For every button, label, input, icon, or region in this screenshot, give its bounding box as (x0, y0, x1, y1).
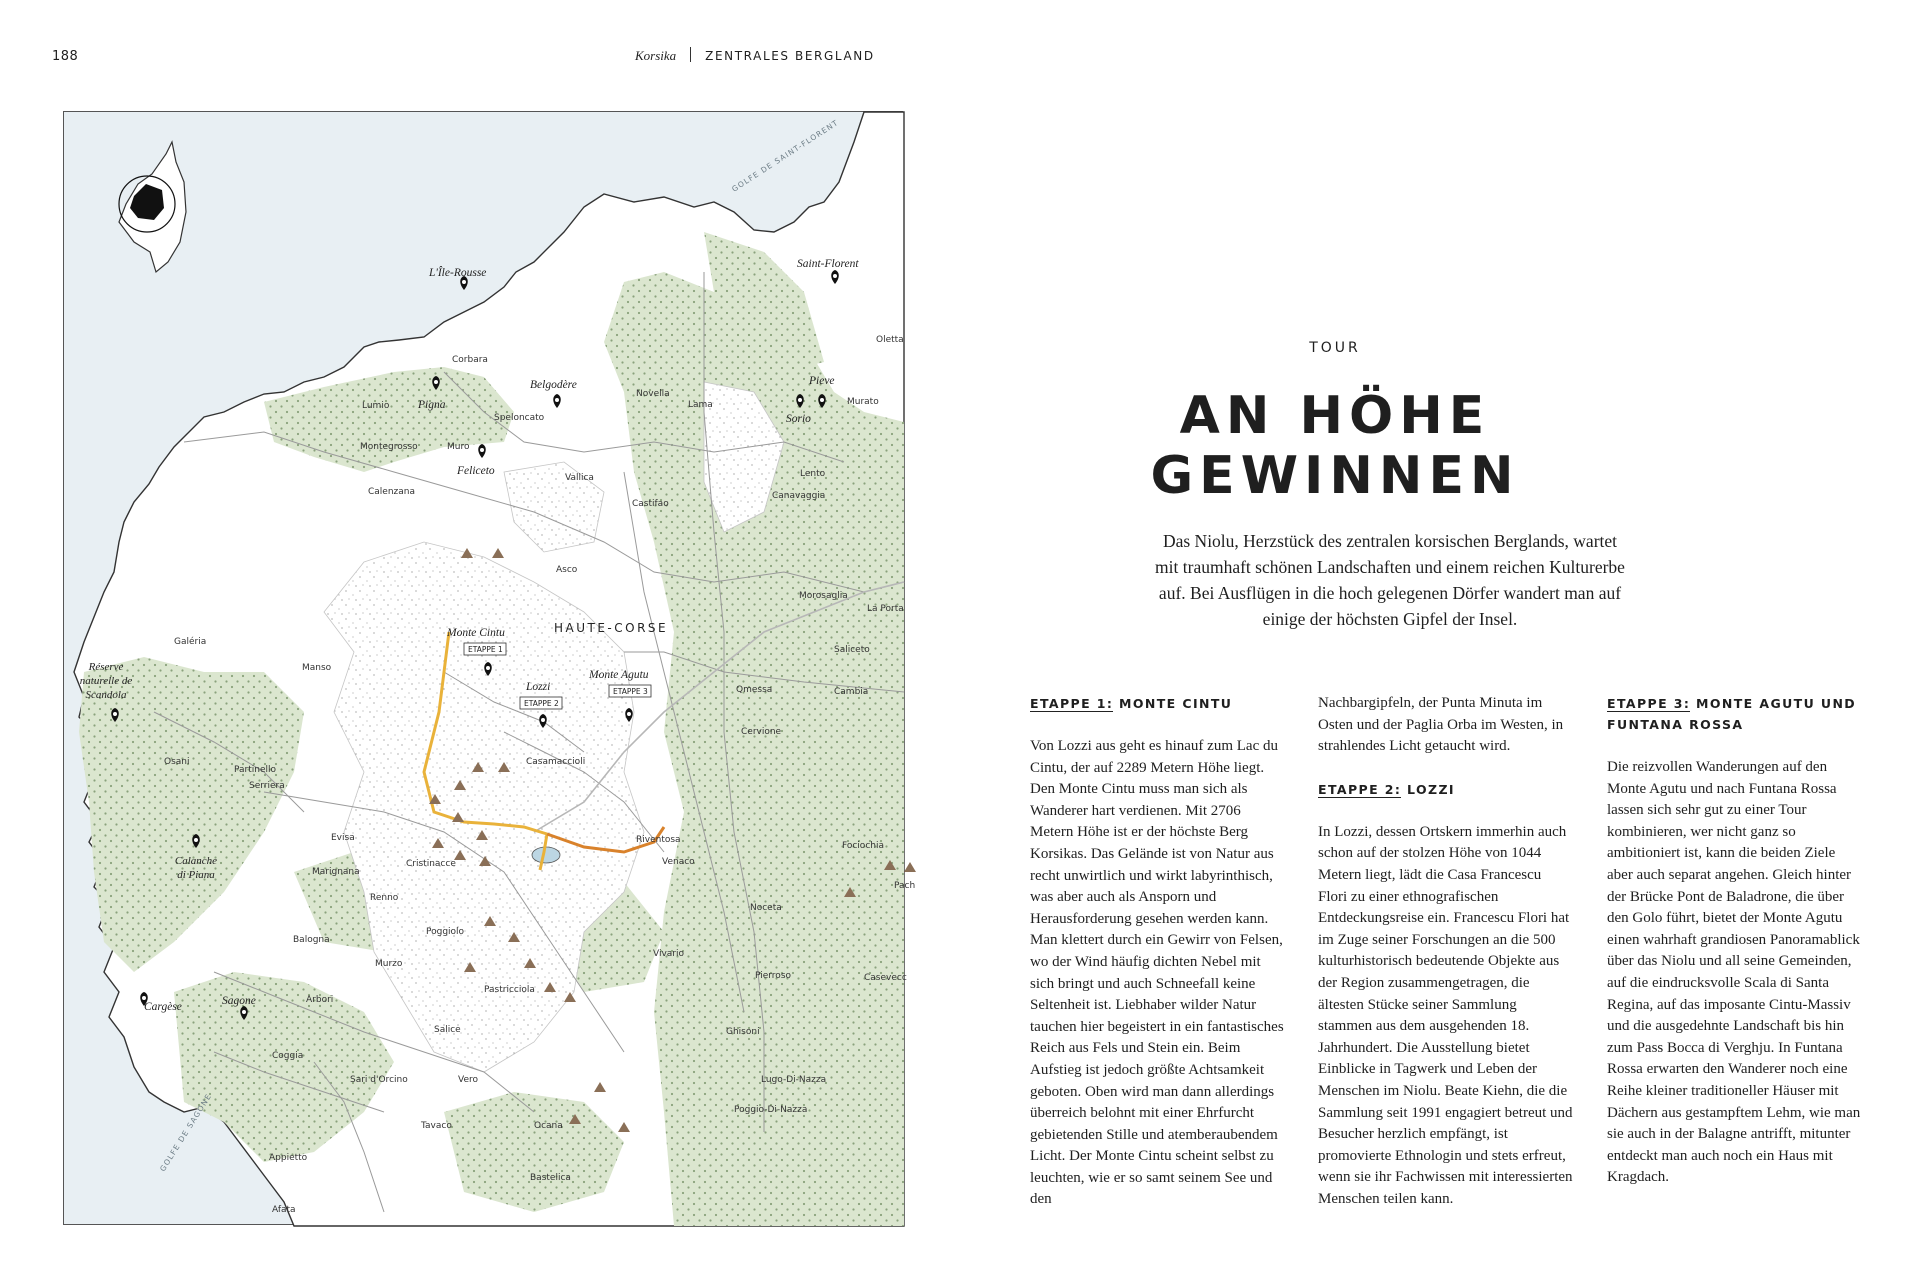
scandola-label: Réserve naturelle de Scandola (79, 661, 133, 701)
sea-label-sagone: GOLFE DE SAGONE (158, 1091, 214, 1174)
map-feature (194, 838, 198, 842)
stage-3-text: Die reizvollen Wanderungen auf den Monte Agutu und nach Funtana Rossa lassen sich sehr gut zu einer Tour kombinieren, wer nicht ganz so ambitioniert ist, kann die beiden Ziele aber auch separat angehen. Gleich hinter der Brücke Pont de Baladrone, die über den Golo führt, bietet der Monte Agutu einen wahrhaft grandiosen Panoramablick über das Niolu und all seine Gemeinden, auf die eindrucksvolle Scala di Santa Regina, auf das imposante Cintu-Massiv und die ausgedehnte Landschaft bis hin zum Pass Bocca di Verghju. In Funtana Rossa erwarten den Wanderer noch eine Reihe kleiner traditioneller Häuser mit Dächern aus gestampftem Lehm, wie man sie auch in der Balagne antrifft, mitunter entdeckt man auch noch ein Haus mit Kragdach. (1607, 759, 1861, 1186)
place-label: Sari d'Orcino (350, 1075, 408, 1085)
place-label: Osani (164, 757, 190, 767)
title-line-1: AN HÖHE (1179, 386, 1491, 446)
title-line-2: GEWINNEN (1150, 446, 1520, 506)
place-label: Cambia (834, 687, 869, 697)
sea-label-saint-florent: GOLFE DE SAINT-FLORENT (730, 117, 841, 194)
region-label: HAUTE-CORSE (554, 621, 669, 635)
place-label: Montegrosso (360, 442, 418, 452)
place-label: Saint-Florent (797, 258, 859, 270)
place-label: Lugo-Di-Nazza (761, 1075, 827, 1085)
map-feature (627, 712, 631, 716)
map-feature (113, 712, 117, 716)
place-label: Corbara (452, 355, 488, 365)
place-label: Novella (636, 389, 670, 399)
place-label: Poggiolo (426, 927, 465, 937)
map-feature (486, 666, 490, 670)
place-label: Riventosa (636, 835, 681, 845)
place-label: Manso (302, 663, 332, 673)
place-label: Serriera (249, 781, 285, 791)
place-label: Ocana (534, 1121, 563, 1131)
place-label: Vivario (653, 949, 685, 959)
lake (532, 847, 560, 863)
map-feature (462, 280, 466, 284)
map-feature (142, 996, 146, 1000)
place-label: Poggio-Di-Nazza (734, 1105, 808, 1115)
stage-tag-2: ETAPPE 2 (524, 699, 559, 708)
place-label: La Porta (867, 604, 904, 614)
place-label: Bastelica (530, 1173, 571, 1183)
stage-2-heading: ETAPPE 2: LOZZI (1318, 781, 1455, 797)
place-label: Feliceto (457, 465, 495, 477)
place-label: Pierroso (755, 971, 792, 981)
map-feature (242, 1010, 246, 1014)
place-label: Murato (847, 397, 879, 407)
place-label: Evisa (331, 833, 355, 843)
place-label: Vero (458, 1075, 479, 1085)
place-label: Sorio (786, 413, 811, 425)
map-feature (480, 448, 484, 452)
section-title: ZENTRALES BERGLAND (705, 49, 875, 63)
corsica-map (63, 111, 916, 1225)
place-label: Cristinacce (406, 859, 456, 869)
place-label: Fociochia (842, 841, 884, 851)
place-label: Coggia (272, 1051, 304, 1061)
place-label: Belgodère (530, 379, 577, 391)
map-feature (904, 862, 916, 872)
article-title (1140, 386, 1530, 506)
place-label: Speloncato (494, 413, 545, 423)
calanche-label: Calanche di Piana (174, 855, 218, 881)
place-label: Venaco (662, 857, 695, 867)
text-column-2 (1318, 693, 1573, 1231)
place-label: Partinello (234, 765, 277, 775)
stage-tag-1: ETAPPE 1 (468, 645, 503, 654)
place-label: Castifao (632, 499, 669, 509)
place-label: Noceta (750, 903, 782, 913)
place-label: Ghisoni (726, 1027, 760, 1037)
place-label: Cervione (741, 727, 782, 737)
place-label: Vallica (565, 473, 594, 483)
running-head (635, 47, 905, 65)
place-label: Pigna (418, 399, 446, 411)
place-label: Saliceto (834, 645, 870, 655)
text-column-1 (1030, 693, 1285, 1232)
text-column-3 (1607, 693, 1862, 1210)
place-label: Arbori (306, 995, 334, 1005)
place-label: Lento (800, 469, 826, 479)
place-label: Balogna (293, 935, 330, 945)
page-number: 188 (52, 49, 79, 64)
stage-2-text: In Lozzi, dessen Ortskern immerhin auch schon auf der stolzen Höhe von 1044 Metern liegt, lädt die Casa Francescu Flori zu einer ethnografischen Entdeckungsreise ein. Francescu Flori hat im Zuge seiner Forschungen an die 500 kulturhistorisch bedeutende Objekte aus der Region zusammengetragen, die ältesten Stücke seiner Sammlung stammen aus dem ausgehenden 18. Jahrhundert. Die Ausstellung bietet Einblicke in Tagwerk und Leben der Menschen im Niolu. Beate Kiehn, die die Sammlung seit 1991 engagiert betreut und Besucher herzlich empfängt, ist promovierte Ethnologin und stets erfreut, wenn sie ihr Fachwissen mit interessierten Menschen teilen kann. (1318, 823, 1573, 1207)
place-label: Monte Cintu (447, 627, 505, 639)
place-label: Renno (370, 893, 399, 903)
map-feature (555, 398, 559, 402)
place-label: Asco (556, 565, 578, 575)
stage-3-heading: ETAPPE 3: MONTE AGUTU UND FUNTANA ROSSA (1607, 696, 1857, 732)
place-label: Oletta (876, 335, 904, 345)
place-label: Monte Agutu (589, 669, 649, 681)
map-feature (798, 398, 802, 402)
place-label: Lumio (362, 401, 390, 411)
place-label: Casevecc (864, 973, 907, 983)
stage-tag-3: ETAPPE 3 (613, 687, 648, 696)
stage-1-text-cont: Nachbargipfeln, der Punta Minuta im Osten und der Paglia Orba im Westen, in strahlendes Licht getaucht wird. (1318, 695, 1564, 755)
book-title: Korsika (635, 48, 677, 63)
place-label: L'Île-Rousse (429, 267, 487, 279)
place-label: Sagone (222, 995, 256, 1007)
place-label: Casamaccioli (526, 757, 586, 767)
place-label: Afata (272, 1205, 296, 1215)
place-label: Appietto (269, 1153, 308, 1163)
place-label: Muro (447, 442, 470, 452)
map-feature (434, 380, 438, 384)
header-divider (690, 47, 691, 62)
place-label: Morosaglia (799, 591, 848, 601)
place-label: Canavaggia (772, 491, 826, 501)
stage-1-heading: ETAPPE 1: MONTE CINTU (1030, 696, 1233, 711)
map-feature (833, 274, 837, 278)
place-label: Cargèse (144, 1001, 182, 1013)
place-label: Galéria (174, 637, 207, 647)
stage-1-text: Von Lozzi aus geht es hinauf zum Lac du Cintu, der auf 2289 Metern Höhe liegt. Den Monte Cintu muss man sich als Wanderer hart verdienen. Mit 2706 Metern Höhe ist er der höchste Berg Korsikas. Das Gelände ist von Natur aus recht unwirtlich und wirkt labyrinthisch, was aber auch als Ansporn und Herausforderung gesehen werden kann. Man klettert durch ein Gewirr von Felsen, wo der Wind häufig dichten Nebel mit sich bringt und auch Schneefall keine Seltenheit ist. Liebhaber wilder Natur tauchen hier begeistert in ein fantastisches Reich aus Fels und Stein ein. Beim Aufstieg ist jedoch größte Achtsamkeit geboten. Oben wird man dann allerdings überreich belohnt mit einer Ehrfurcht gebietenden Stille und atemberaubendem Licht. Der Monte Cintu scheint selbst zu leuchten, wie er so samt seinem See und den (1030, 738, 1284, 1208)
place-label: Qmessa (736, 685, 773, 695)
place-label: Tavaco (421, 1121, 452, 1131)
place-label: Pastricciola (484, 985, 535, 995)
map-feature (541, 718, 545, 722)
intro-paragraph: Das Niolu, Herzstück des zentralen korsischen Berglands, wartet mit traumhaft schönen Landschaften und einem reichen Kulturerbe auf. Bei Ausflügen in die hoch gelegenen Dörfer wandert man auf einige der höchsten Gipfel der Insel. (1155, 531, 1625, 629)
place-label: Murzo (375, 959, 403, 969)
place-label: Pieve (809, 375, 835, 387)
map-feature (820, 398, 824, 402)
place-label: Calenzana (368, 487, 415, 497)
tour-kicker: TOUR (1309, 340, 1361, 356)
place-label: Lozzi (526, 681, 551, 693)
place-label: Salice (434, 1025, 461, 1035)
place-label: Pach (894, 881, 916, 891)
place-label: Lama (688, 400, 713, 410)
place-label: Marignana (312, 867, 360, 877)
